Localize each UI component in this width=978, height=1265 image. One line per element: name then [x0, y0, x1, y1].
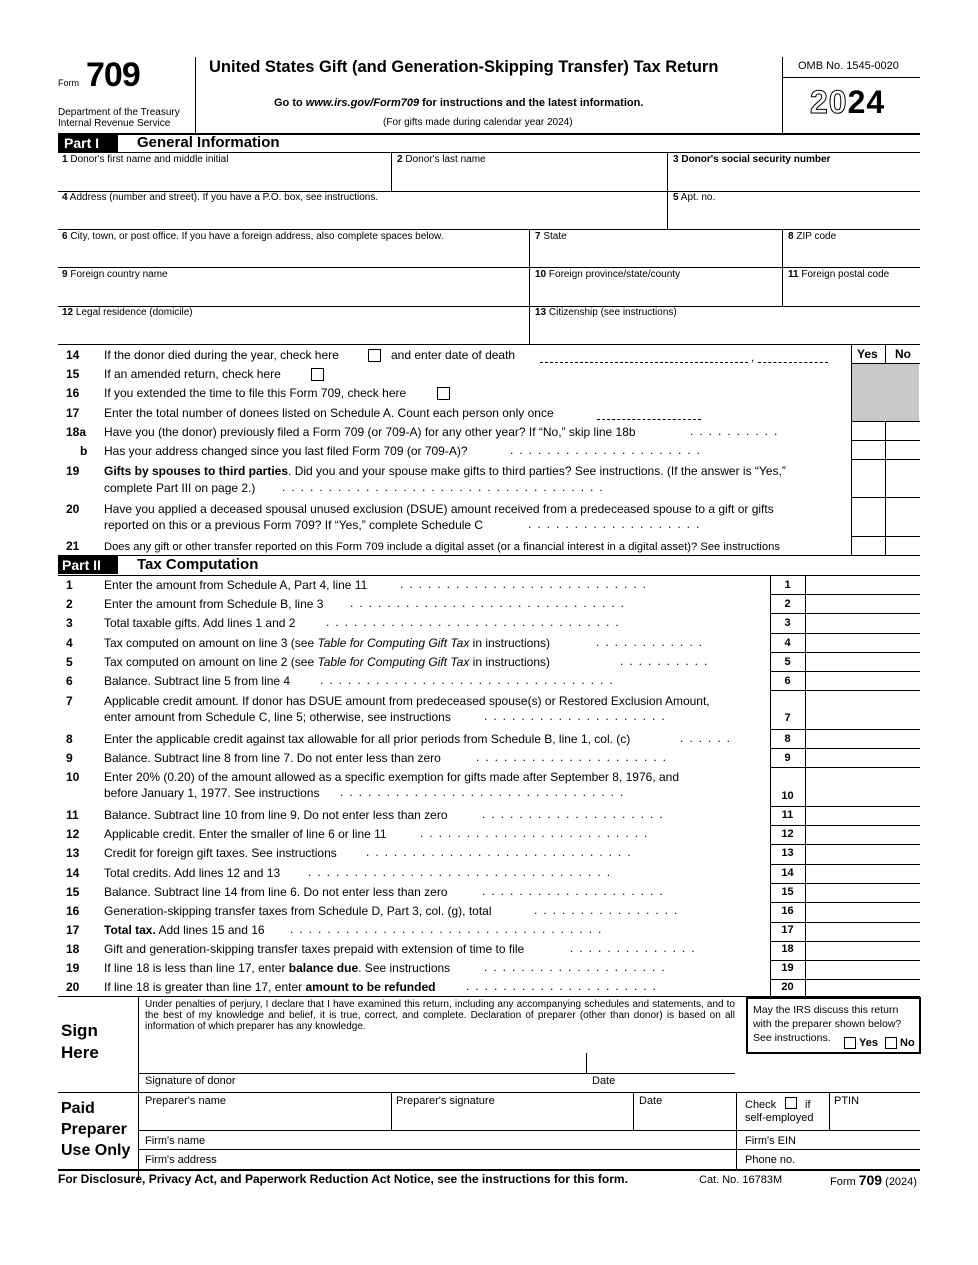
q20-leader-dots: ...................	[528, 517, 706, 531]
line-20-box-number: 20	[781, 981, 794, 993]
q14-text-a: If the donor died during the year, check here	[104, 348, 339, 362]
ptin-label: PTIN	[834, 1095, 860, 1107]
part2-tag: Part II	[58, 556, 118, 574]
line-11-amount-field[interactable]	[806, 807, 920, 825]
line-16-text: Generation-skipping transfer taxes from Schedule D, Part 3, col. (g), total	[104, 904, 492, 918]
q20-text-a: Have you applied a deceased spousal unused exclusion (DSUE) amount received from a predeceased spouse to a gift or gifts	[104, 502, 774, 516]
q18b-number: b	[80, 444, 88, 458]
q16-extended-checkbox[interactable]	[437, 387, 450, 400]
line-8-dots: ......	[680, 731, 737, 745]
line-8-amount-field[interactable]	[806, 730, 920, 748]
line-1-number: 1	[66, 578, 73, 592]
line-17-dots: ..................................	[290, 922, 608, 936]
line-20-amount-field[interactable]	[806, 980, 920, 996]
q17-number: 17	[66, 406, 80, 420]
preparer-heading-2: Preparer	[61, 1121, 127, 1138]
self-employed-label: self-employed	[745, 1112, 814, 1124]
discuss-text: May the IRS discuss this return with the preparer shown below? See instructions.	[753, 1004, 902, 1044]
self-employed-checkbox[interactable]	[785, 1097, 797, 1109]
line-15-dots: ....................	[482, 884, 669, 898]
preparer-signature-field[interactable]	[392, 1107, 632, 1130]
line-17-number: 17	[66, 923, 80, 937]
line-16-dots: ................	[534, 903, 684, 917]
line-16-amount-field[interactable]	[806, 903, 920, 922]
part1-title: General Information	[137, 134, 280, 151]
field-5-label: 5 Apt. no.	[673, 192, 716, 203]
yes-column-header: Yes	[857, 347, 878, 361]
q14-text-b: and enter date of death	[391, 348, 516, 362]
zip-code-field[interactable]	[782, 229, 920, 267]
preparer-name-label: Preparer's name	[145, 1095, 226, 1107]
line-9-amount-field[interactable]	[806, 749, 920, 767]
line-5-box-number: 5	[784, 656, 791, 668]
q20-yes-box[interactable]	[852, 498, 885, 535]
line-9-dots: .....................	[476, 750, 673, 764]
line-18-amount-field[interactable]	[806, 942, 920, 960]
q14-date-month-day[interactable]	[540, 362, 748, 363]
no-column-header: No	[895, 347, 911, 361]
q21-no-box[interactable]	[886, 537, 919, 554]
preparer-date-field[interactable]	[634, 1107, 735, 1130]
line-2-box-number: 2	[784, 598, 791, 610]
line-2-text: Enter the amount from Schedule B, line 3	[104, 597, 324, 611]
legal-residence-field[interactable]	[58, 306, 529, 344]
q21-text: Does any gift or other transfer reported on this Form 709 include a digital asset (or a financial interest in a digital asset)? See instructions	[104, 541, 780, 553]
form-label: Form	[58, 78, 79, 88]
line-3-number: 3	[66, 616, 73, 630]
line-18-number: 18	[66, 942, 80, 956]
q16-text: If you extended the time to file this Form 709, check here	[104, 386, 407, 400]
q20-number: 20	[66, 502, 80, 516]
firm-name-field[interactable]	[210, 1131, 734, 1149]
line-6-number: 6	[66, 674, 73, 688]
line-9-text: Balance. Subtract line 8 from line 7. Do not enter less than zero	[104, 751, 441, 765]
form-subtitle: (For gifts made during calendar year 2024)	[383, 117, 573, 128]
line-6-amount-field[interactable]	[806, 672, 920, 690]
phone-label: Phone no.	[745, 1154, 796, 1166]
field-12-label: 12 Legal residence (domicile)	[62, 307, 193, 318]
q18a-leader-dots: ..........	[690, 424, 784, 438]
donor-signature-field[interactable]	[140, 1053, 586, 1073]
line-13-dots: .............................	[366, 845, 637, 859]
line-2-number: 2	[66, 597, 73, 611]
line-6-text: Balance. Subtract line 5 from line 4	[104, 674, 291, 688]
line-17-amount-field[interactable]	[806, 923, 920, 941]
foreign-province-field[interactable]	[529, 267, 782, 306]
line-7-amount-field[interactable]	[806, 691, 920, 729]
line-8-text: Enter the applicable credit against tax allowable for all prior periods from Schedule B, line 1, col. (c)	[104, 732, 631, 746]
line-5-number: 5	[66, 655, 73, 669]
line-1-amount-field[interactable]	[806, 576, 920, 594]
line-5-amount-field[interactable]	[806, 653, 920, 671]
q19-number: 19	[66, 464, 80, 478]
goto-url[interactable]: www.irs.gov/Form709	[305, 97, 420, 109]
preparer-signature-label: Preparer's signature	[396, 1095, 495, 1107]
line-4-number: 4	[66, 636, 73, 650]
line-20-text: If line 18 is greater than line 17, enter amount to be refunded	[104, 980, 436, 994]
line-10-text-a: Enter 20% (0.20) of the amount allowed as a specific exemption for gifts made after September 8, 1976, and	[104, 770, 679, 784]
line-7-dots: ....................	[484, 709, 671, 723]
line-14-text: Total credits. Add lines 12 and 13	[104, 866, 281, 880]
footer-form-id: Form 709 (2024)	[830, 1172, 917, 1188]
line-1-box-number: 1	[784, 579, 791, 591]
line-15-text: Balance. Subtract line 14 from line 6. Do not enter less than zero	[104, 885, 448, 899]
q19-no-box[interactable]	[886, 460, 919, 496]
signature-of-donor-label: Signature of donor	[145, 1075, 236, 1087]
q19-yes-box[interactable]	[852, 460, 885, 496]
firm-address-label: Firm's address	[145, 1154, 217, 1166]
line-1-text: Enter the amount from Schedule A, Part 4, line 11	[104, 578, 368, 592]
privacy-notice: For Disclosure, Privacy Act, and Paperwork Reduction Act Notice, see the instructions for this form.	[58, 1172, 628, 1186]
q18b-leader-dots: .....................	[510, 443, 707, 457]
line-1-dots: ...........................	[400, 577, 653, 591]
q14-died-checkbox[interactable]	[368, 349, 381, 362]
line-14-number: 14	[66, 866, 80, 880]
tax-year: 2024	[810, 84, 886, 120]
q19-text-a: Gifts by spouses to third parties. Did you and your spouse make gifts to third parties? See instructions. (If the answer is “Yes,”	[104, 464, 786, 478]
q19-leader-dots: ...................................	[282, 480, 609, 494]
firm-address-field[interactable]	[222, 1150, 734, 1168]
preparer-heading-3: Use Only	[61, 1142, 131, 1159]
field-8-label: 8 ZIP code	[788, 231, 837, 242]
line-2-amount-field[interactable]	[806, 595, 920, 613]
preparer-heading-1: Paid	[61, 1100, 95, 1117]
dept-line-2: Internal Revenue Service	[58, 118, 171, 129]
q19-text-b: complete Part III on page 2.)	[104, 481, 256, 495]
line-11-number: 11	[66, 808, 79, 822]
check-label: Check	[745, 1099, 777, 1111]
field-13-label: 13 Citizenship (see instructions)	[535, 307, 677, 318]
line-7-text-b: enter amount from Schedule C, line 5; otherwise, see instructions	[104, 710, 451, 724]
q18b-yes-box[interactable]	[852, 441, 885, 458]
signature-date-label: Date	[592, 1075, 616, 1087]
preparer-name-field[interactable]	[140, 1107, 390, 1130]
discuss-yes-checkbox[interactable]	[844, 1037, 856, 1049]
line-2-dots: ..............................	[350, 596, 631, 610]
line-8-number: 8	[66, 732, 73, 746]
part1-tag: Part I	[58, 134, 118, 152]
field-3-label: 3 Donor's social security number	[673, 154, 831, 165]
line-15-box-number: 15	[781, 886, 794, 898]
field-10-label: 10 Foreign province/state/county	[535, 269, 681, 280]
field-11-label: 11 Foreign postal code	[788, 269, 890, 280]
q15-number: 15	[66, 367, 80, 381]
q17-donees-count-field[interactable]	[597, 419, 701, 420]
q21-number: 21	[66, 539, 80, 553]
line-12-amount-field[interactable]	[806, 826, 920, 844]
q17-text: Enter the total number of donees listed on Schedule A. Count each person only once	[104, 406, 554, 420]
line-14-amount-field[interactable]	[806, 865, 920, 883]
line-7-number: 7	[66, 694, 73, 708]
line-14-box-number: 14	[781, 867, 794, 879]
line-17-box-number: 17	[781, 924, 794, 936]
dept-line-1: Department of the Treasury	[58, 107, 180, 118]
phone-field[interactable]	[800, 1150, 920, 1168]
line-19-dots: ....................	[484, 960, 671, 974]
firm-name-label: Firm's name	[145, 1135, 206, 1147]
line-7-box-number: 7	[784, 712, 791, 724]
line-13-amount-field[interactable]	[806, 845, 920, 864]
discuss-no-label: No	[900, 1037, 915, 1049]
line-17-text: Total tax. Add lines 15 and 16	[104, 923, 265, 937]
citizenship-field[interactable]	[529, 306, 920, 344]
line-3-text: Total taxable gifts. Add lines 1 and 2	[104, 616, 296, 630]
goto-line: Go to www.irs.gov/Form709 for instructions and the latest information.	[274, 97, 644, 109]
field-6-label: 6 City, town, or post office. If you have a foreign address, also complete spaces below.	[62, 231, 444, 242]
line-13-number: 13	[66, 846, 80, 860]
line-19-text: If line 18 is less than line 17, enter balance due. See instructions	[104, 961, 451, 975]
part2-title: Tax Computation	[137, 556, 259, 573]
line-16-box-number: 16	[781, 905, 794, 917]
line-12-box-number: 12	[781, 828, 794, 840]
catalog-number: Cat. No. 16783M	[699, 1174, 783, 1186]
line-7-text-a: Applicable credit amount. If donor has DSUE amount from predeceased spouse(s) or Restored Exclusion Amount,	[104, 694, 710, 708]
line-4-dots: ............	[596, 635, 709, 649]
line-10-number: 10	[66, 770, 80, 784]
q20-no-box[interactable]	[886, 498, 919, 535]
line-12-text: Applicable credit. Enter the smaller of line 6 or line 11	[104, 827, 387, 841]
line-19-amount-field[interactable]	[806, 961, 920, 979]
sign-heading-2: Here	[61, 1043, 99, 1062]
q18a-yes-box[interactable]	[852, 422, 885, 439]
line-11-box-number: 11	[781, 809, 794, 821]
field-2-label: 2 Donor's last name	[397, 154, 486, 165]
foreign-country-field[interactable]	[58, 267, 529, 306]
line-15-number: 15	[66, 885, 80, 899]
line-3-box-number: 3	[784, 617, 791, 629]
line-5-dots: ..........	[620, 654, 714, 668]
q14-date-separator: ,	[751, 350, 755, 364]
line-20-number: 20	[66, 980, 80, 994]
firm-ein-field[interactable]	[800, 1131, 920, 1149]
ptin-field[interactable]	[830, 1107, 920, 1130]
line-14-dots: .................................	[308, 865, 617, 879]
line-4-text: Tax computed on amount on line 3 (see Table for Computing Gift Tax in instructions)	[104, 636, 551, 650]
line-9-number: 9	[66, 751, 73, 765]
q14-date-year[interactable]	[758, 362, 828, 363]
perjury-statement: Under penalties of perjury, I declare that I have examined this return, including any accompanying schedules and statements, and to the best of my knowledge and belief, it is true, correct, and complete. Declaration of preparer (other than donor) is based on all information of which preparer has any knowledge.	[145, 999, 735, 1032]
q14-number: 14	[66, 348, 80, 362]
q18b-no-box[interactable]	[886, 441, 919, 458]
line-18-text: Gift and generation-skipping transfer taxes prepaid with extension of time to file	[104, 942, 525, 956]
field-9-label: 9 Foreign country name	[62, 269, 168, 280]
line-19-number: 19	[66, 961, 80, 975]
q16-number: 16	[66, 386, 80, 400]
line-3-dots: ................................	[326, 615, 625, 629]
line-3-amount-field[interactable]	[806, 614, 920, 633]
field-1-label: 1 Donor's first name and middle initial	[62, 154, 229, 165]
line-13-box-number: 13	[781, 847, 794, 859]
q18a-number: 18a	[66, 425, 87, 439]
field-4-label: 4 Address (number and street). If you have a P.O. box, see instructions.	[62, 192, 379, 203]
preparer-date-label: Date	[639, 1095, 663, 1107]
line-4-box-number: 4	[784, 637, 791, 649]
q18b-text: Has your address changed since you last filed Form 709 (or 709-A)?	[104, 444, 468, 458]
apt-no-field[interactable]	[667, 191, 920, 229]
line-9-box-number: 9	[784, 752, 791, 764]
line-10-dots: ...............................	[340, 785, 630, 799]
q18a-no-box[interactable]	[886, 422, 919, 439]
line-11-dots: ....................	[482, 807, 669, 821]
discuss-yes-label: Yes	[859, 1037, 878, 1049]
line-11-text: Balance. Subtract line 10 from line 9. Do not enter less than zero	[104, 808, 448, 822]
line-13-text: Credit for foreign gift taxes. See instructions	[104, 846, 337, 860]
line-15-amount-field[interactable]	[806, 884, 920, 902]
line-10-text-b: before January 1, 1977. See instructions	[104, 786, 320, 800]
donor-first-name-field[interactable]	[58, 152, 391, 191]
line-4-amount-field[interactable]	[806, 634, 920, 652]
state-field[interactable]	[529, 229, 782, 267]
form-number: 709	[86, 56, 140, 94]
sign-heading-1: Sign	[61, 1021, 98, 1040]
donor-ssn-field[interactable]	[667, 152, 920, 191]
line-6-box-number: 6	[784, 675, 791, 687]
line-12-dots: .........................	[420, 826, 654, 840]
line-18-box-number: 18	[781, 943, 794, 955]
discuss-no-checkbox[interactable]	[885, 1037, 897, 1049]
q15-amended-checkbox[interactable]	[311, 368, 324, 381]
city-field[interactable]	[58, 229, 529, 267]
line-8-box-number: 8	[784, 733, 791, 745]
foreign-postal-code-field[interactable]	[782, 267, 920, 306]
line-10-box-number: 10	[781, 790, 794, 802]
line-5-text: Tax computed on amount on line 2 (see Table for Computing Gift Tax in instructions)	[104, 655, 551, 669]
form-title: United States Gift (and Generation-Skipping Transfer) Tax Return	[209, 58, 719, 76]
line-19-box-number: 19	[781, 962, 794, 974]
line-18-dots: ..............	[570, 941, 701, 955]
field-7-label: 7 State	[535, 231, 567, 242]
q20-text-b: reported on this or a previous Form 709? If “Yes,” complete Schedule C	[104, 518, 484, 532]
q21-yes-box[interactable]	[852, 537, 885, 554]
line-12-number: 12	[66, 827, 80, 841]
firm-ein-label: Firm's EIN	[745, 1135, 796, 1147]
line-16-number: 16	[66, 904, 80, 918]
line-10-amount-field[interactable]	[806, 768, 920, 806]
donor-date-field[interactable]	[587, 1053, 735, 1073]
line-20-dots: .....................	[466, 979, 663, 993]
q15-text: If an amended return, check here	[104, 367, 281, 381]
address-field[interactable]	[58, 191, 667, 229]
if-label: if	[805, 1099, 811, 1111]
donor-last-name-field[interactable]	[391, 152, 667, 191]
q18a-text: Have you (the donor) previously filed a Form 709 (or 709-A) for any other year? If “No,” skip line 18b	[104, 425, 636, 439]
omb-number: OMB No. 1545-0020	[798, 60, 899, 72]
line-6-dots: ................................	[320, 673, 619, 687]
